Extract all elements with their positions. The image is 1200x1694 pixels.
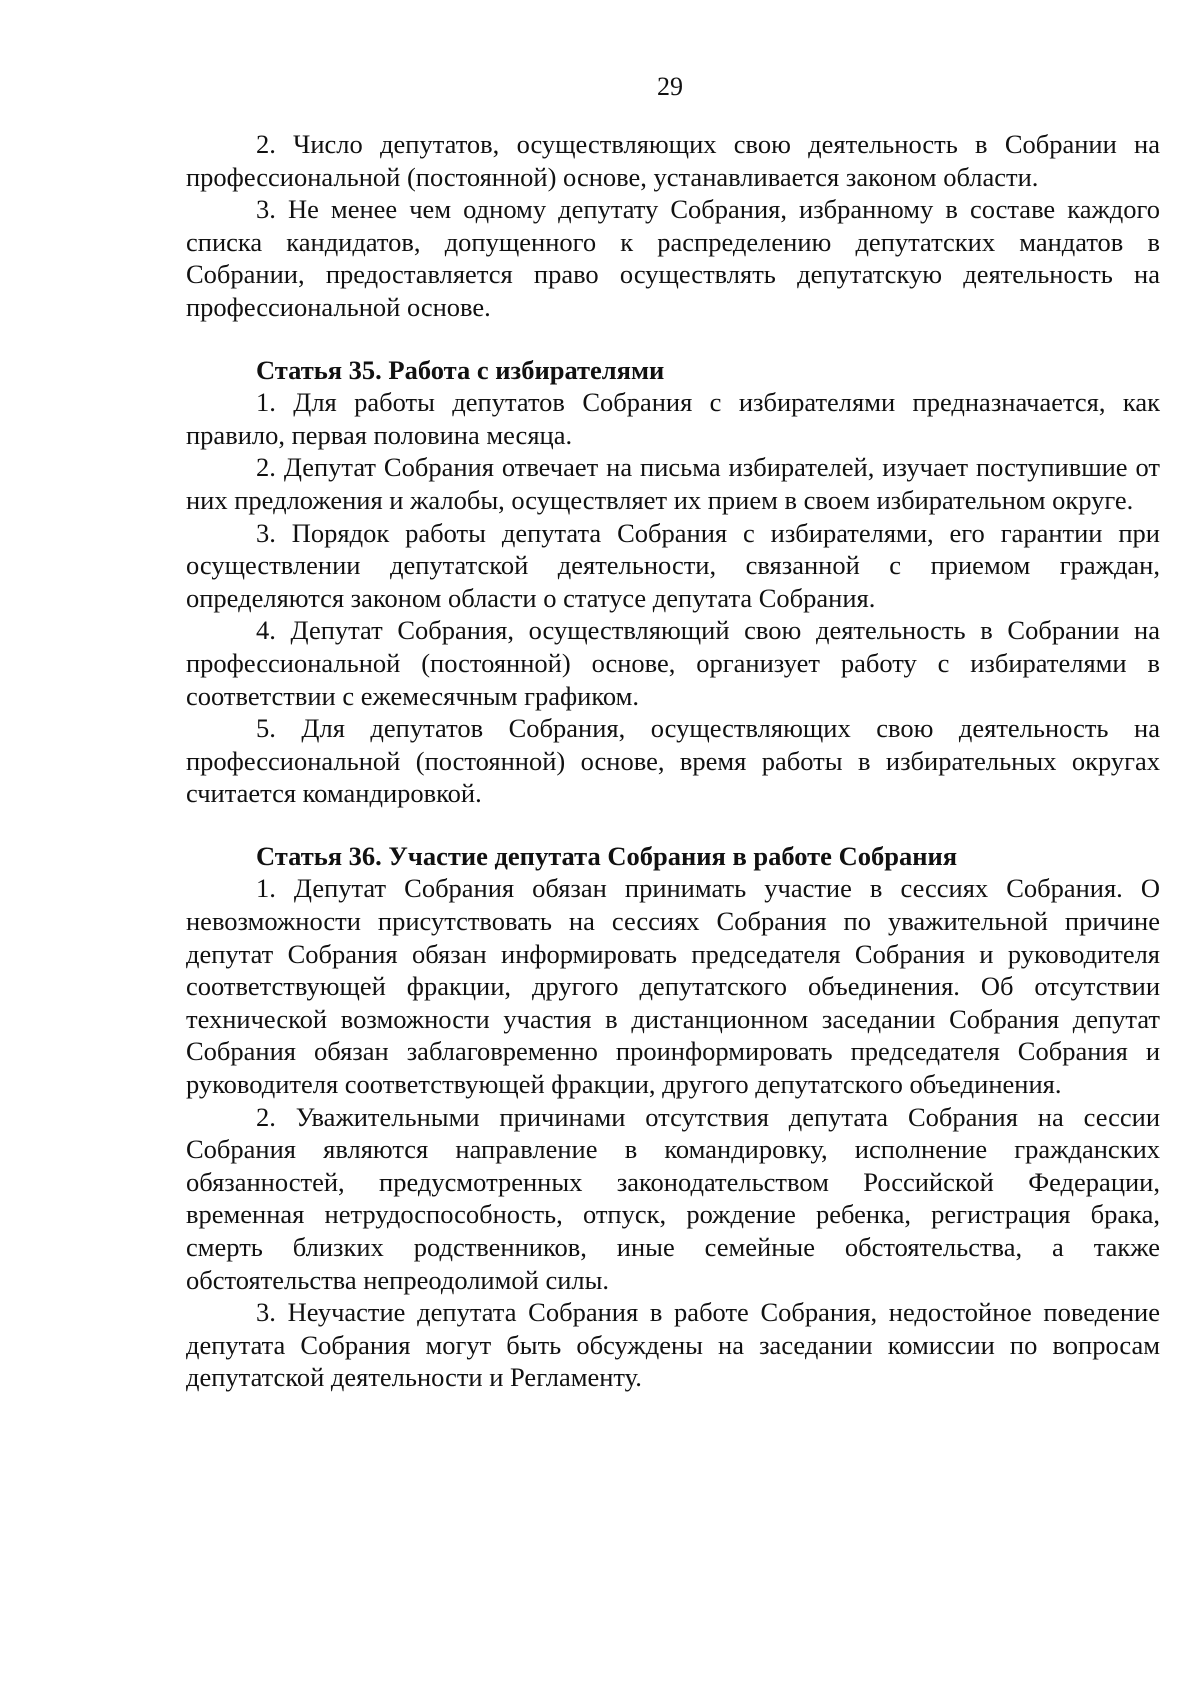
page-number: 29 [657,72,683,101]
article35-item-4: 4. Депутат Собрания, осуществляющий свою деятельность в Собрании на профессиональной (постоянной) основе, организует работу с избирателями в соответствии с ежемесячным графиком. [186,615,1160,711]
article34-item-2: 2. Число депутатов, осуществляющих свою деятельность в Собрании на профессиональной (постоянной) основе, устанавливается законом области. [186,129,1160,192]
article34-item-3: 3. Не менее чем одному депутату Собрания, избранному в составе каждого списка кандидатов, допущенного к распределению депутатских мандатов в Собрании, предоставляется право осуществлять депутатскую деятельность на профессиональной основе. [186,194,1160,322]
article35-item-3: 3. Порядок работы депутата Собрания с избирателями, его гарантии при осуществлении депутатской деятельности, связанной с приемом граждан, определяются законом области о статусе депутата Собрания. [186,517,1160,613]
article36-item-2: 2. Уважительными причинами отсутствия депутата Собрания на сессии Собрания являются направление в командировку, исполнение гражданских обязанностей, предусмотренных законодательством Российской Федерации, временная нетрудоспособность, отпуск, рождение ребенка, регистрация брака, смерть близких родственников, иные семейные обстоятельства, а также обстоятельства непреодолимой силы. [186,1101,1160,1295]
article35-item-5: 5. Для депутатов Собрания, осуществляющих свою деятельность на профессиональной (постоянной) основе, время работы в избирательных округах считается командировкой. [186,713,1160,809]
article35-heading: Статья 35. Работа с избирателями [256,354,665,385]
document-body [186,128,1160,1394]
article36-heading: Статья 36. Участие депутата Собрания в работе Собрания [256,840,958,871]
section-spacer [186,810,1160,840]
article35-item-1: 1. Для работы депутатов Собрания с избирателями предназначается, как правило, первая половина месяца. [186,387,1160,450]
article36-item-3: 3. Неучастие депутата Собрания в работе Собрания, недостойное поведение депутата Собрания могут быть обсуждены на заседании комиссии по вопросам депутатской деятельности и Регламенту. [186,1297,1160,1393]
article35-item-2: 2. Депутат Собрания отвечает на письма избирателей, изучает поступившие от них предложения и жалобы, осуществляет их прием в своем избирательном округе. [186,452,1160,515]
section-spacer [186,324,1160,354]
article36-item-1: 1. Депутат Собрания обязан принимать участие в сессиях Собрания. О невозможности присутствовать на сессиях Собрания по уважительной причине депутат Собрания обязан информировать председателя Собрания и руководителя соответствующей фракции, другого депутатского объединения. Об отсутствии технической возможности участия в дистанционном заседании Собрания депутат Собрания обязан заблаговременно проинформировать председателя Собрания и руководителя соответствующей фракции, другого депутатского объединения. [186,873,1160,1100]
